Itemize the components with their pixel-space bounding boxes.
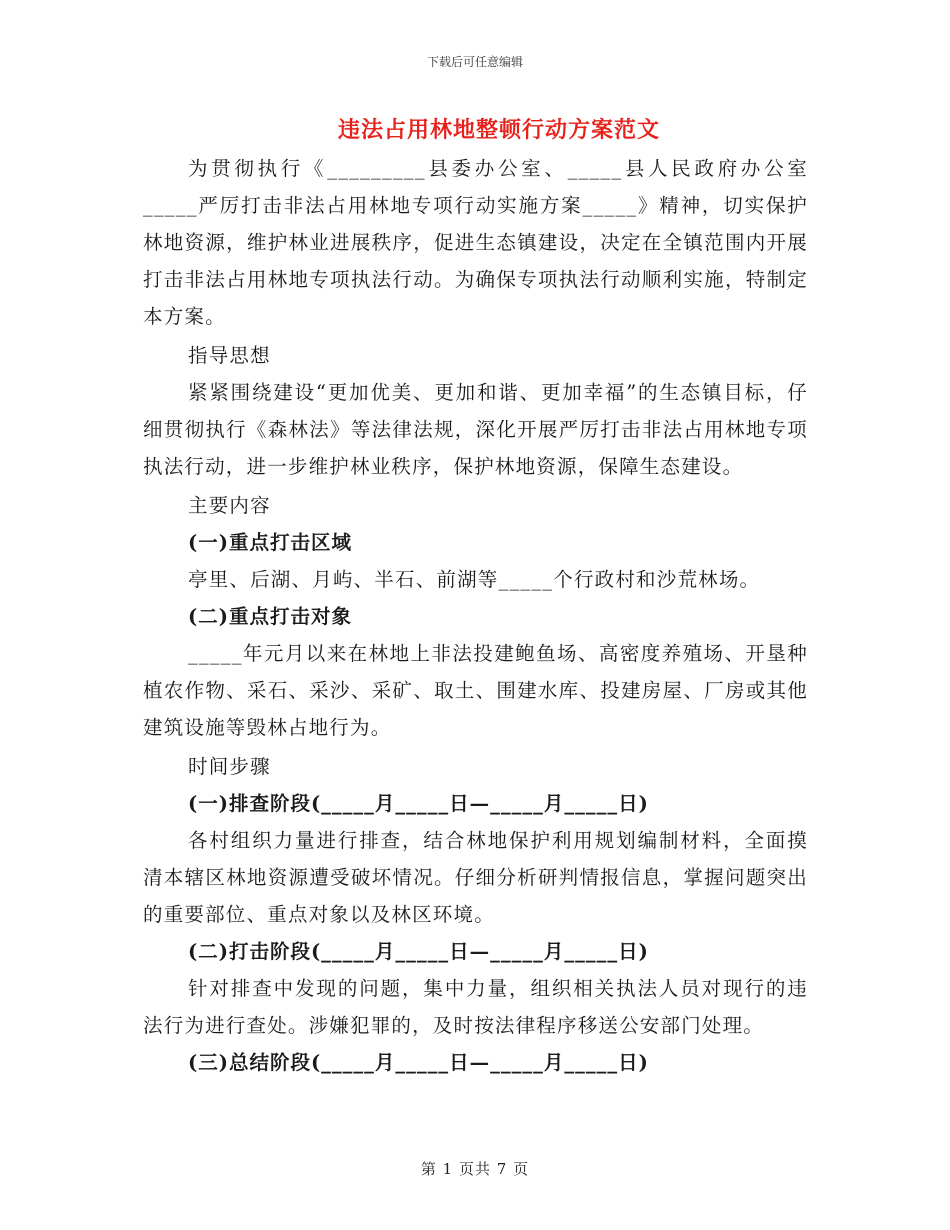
subheading-key-targets: (二)重点打击对象 <box>188 605 352 628</box>
page-number-footer: 第 1 页共 7 页 <box>420 1160 530 1178</box>
key-targets-paragraph: _____年元月以来在林地上非法投建鲍鱼场、高密度养殖场、开垦种植农作物、采石、采沙、采矿、取土、围建水库、投建房屋、厂房或其他建筑设施等毁林占地行为。 <box>143 642 808 739</box>
guiding-thought-paragraph: 紧紧围绕建设“更加优美、更加和谐、更加幸福”的生态镇目标，仔细贯彻执行《森林法》等法律法规，深化开展严厉打击非法占用林地专项执法行动，进一步维护林业秩序，保护林地资源，保障生态建设。 <box>143 381 808 478</box>
document-title: 违法占用林地整顿行动方案范文 <box>337 117 660 143</box>
subheading-crackdown-stage: (二)打击阶段(_____月_____日—_____月_____日) <box>188 940 649 963</box>
investigation-stage-paragraph: 各村组织力量进行排查，结合林地保护利用规划编制材料，全面摸清本辖区林地资源遭受破坏情况。仔细分析研判情报信息，掌握问题突出的重要部位、重点对象以及林区环境。 <box>143 829 808 926</box>
document-body <box>143 150 808 1081</box>
crackdown-stage-paragraph: 针对排查中发现的问题，集中力量，组织相关执法人员对现行的违法行为进行查处。涉嫌犯罪的，及时按法律程序移送公安部门处理。 <box>143 977 808 1037</box>
section-heading-time-steps: 时间步骤 <box>188 755 271 778</box>
section-heading-main-content: 主要内容 <box>188 494 271 517</box>
subheading-summary-stage: (三)总结阶段(_____月_____日—_____月_____日) <box>188 1051 649 1074</box>
section-heading-guiding-thought: 指导思想 <box>188 344 271 367</box>
subheading-investigation-stage: (一)排查阶段(_____月_____日—_____月_____日) <box>188 792 649 815</box>
intro-paragraph: 为贯彻执行《_________县委办公室、_____县人民政府办公室_____严厉打击非法占用林地专项行动实施方案_____》精神，切实保护林地资源，维护林业进展秩序，促进生态镇建设，决定在全镇范围内开展打击非法占用林地专项执法行动。为确保专项执法行动顺利实施，特制定本方案。 <box>143 157 808 328</box>
key-areas-paragraph: 亭里、后湖、月屿、半石、前湖等_____个行政村和沙荒林场。 <box>188 568 761 591</box>
subheading-key-areas: (一)重点打击区域 <box>188 531 352 554</box>
header-note: 下载后可任意编辑 <box>426 55 523 69</box>
